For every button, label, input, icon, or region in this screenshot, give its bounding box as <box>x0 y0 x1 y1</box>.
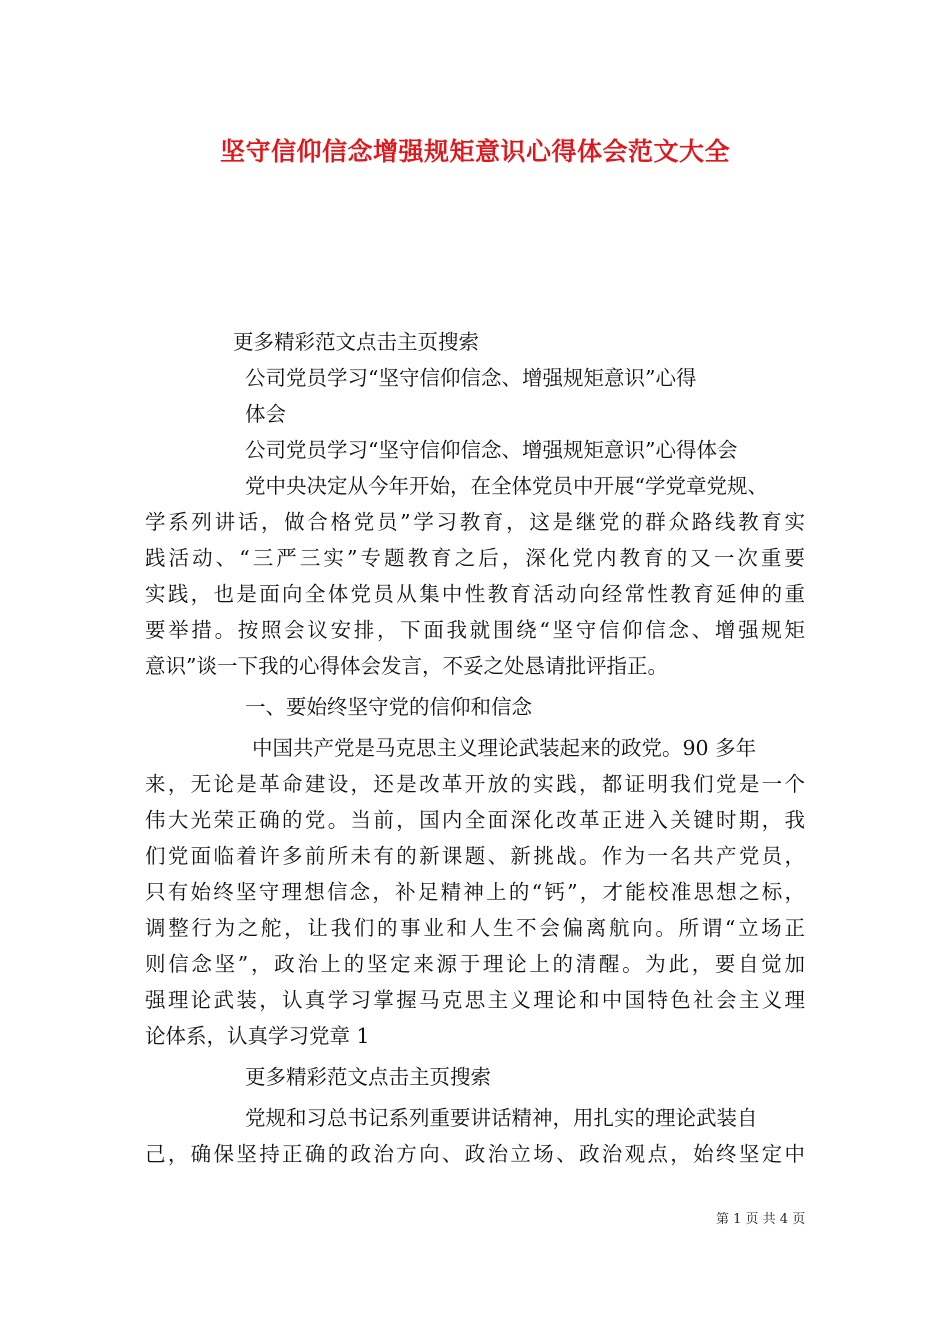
promo-line: 更多精彩范文点击主页搜索 <box>233 330 479 354</box>
paragraph-line: 中国共产党是马克思主义理论武装起来的政党。90 多年 <box>252 736 757 760</box>
paragraph-line: 践活动、“三严三实”专题教育之后，深化党内教育的又一次重要 <box>145 546 805 570</box>
paragraph-line: 们党面临着许多前所未有的新课题、新挑战。作为一名共产党员， <box>145 844 805 868</box>
paragraph-line: 实践，也是面向全体党员从集中性教育活动向经常性教育延伸的重 <box>145 582 805 606</box>
paragraph-line: 要举措。按照会议安排，下面我就围绕“坚守信仰信念、增强规矩 <box>145 618 805 642</box>
paragraph-line: 党规和习总书记系列重要讲话精神，用扎实的理论武装自 <box>245 1106 758 1130</box>
paragraph-line: 党中央决定从今年开始，在全体党员中开展“学党章党规、 <box>245 474 768 498</box>
paragraph-line: 调整行为之舵，让我们的事业和人生不会偏离航向。所谓“立场正 <box>145 916 805 940</box>
paragraph-line: 意识”谈一下我的心得体会发言，不妥之处恳请批评指正。 <box>145 654 668 678</box>
page-number-footer: 第 1 页 共 4 页 <box>716 1212 806 1227</box>
paragraph-line: 伟大光荣正确的党。当前，国内全面深化改革正进入关键时期，我 <box>145 808 805 832</box>
paragraph-line: 来，无论是革命建设，还是改革开放的实践，都证明我们党是一个 <box>145 772 805 796</box>
page-title: 坚守信仰信念增强规矩意识心得体会范文大全 <box>219 137 730 166</box>
subtitle-line: 体会 <box>245 402 286 426</box>
promo-line: 更多精彩范文点击主页搜索 <box>245 1065 491 1089</box>
paragraph-line: 论体系，认真学习党章 1 <box>145 1024 370 1048</box>
paragraph-line: 强理论武装，认真学习掌握马克思主义理论和中国特色社会主义理 <box>145 988 805 1012</box>
paragraph-line: 只有始终坚守理想信念，补足精神上的“钙”，才能校准思想之标， <box>145 880 805 904</box>
paragraph-line: 己，确保坚持正确的政治方向、政治立场、政治观点，始终坚定中 <box>145 1142 805 1166</box>
paragraph-line: 则信念坚”，政治上的坚定来源于理论上的清醒。为此，要自觉加 <box>145 952 805 976</box>
heading-line: 公司党员学习“坚守信仰信念、增强规矩意识”心得体会 <box>245 438 738 462</box>
section-heading: 一、要始终坚守党的信仰和信念 <box>245 695 532 719</box>
subtitle-line: 公司党员学习“坚守信仰信念、增强规矩意识”心得 <box>245 366 697 390</box>
paragraph-line: 学系列讲话，做合格党员”学习教育，这是继党的群众路线教育实 <box>145 510 805 534</box>
